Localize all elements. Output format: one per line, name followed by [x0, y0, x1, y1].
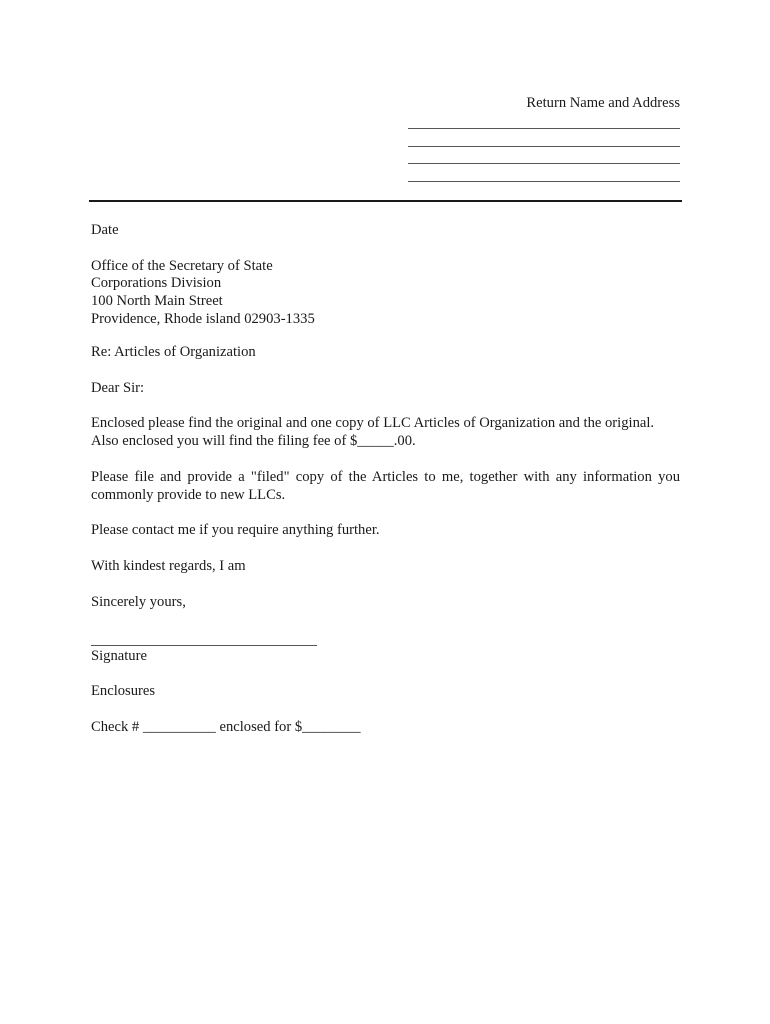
salutation: Dear Sir: [91, 380, 145, 396]
date-label: Date [91, 222, 119, 238]
subject-line: Re: Articles of Organization [91, 344, 256, 360]
closing-sincerely: Sincerely yours, [91, 594, 186, 610]
return-address-line-1 [408, 128, 680, 129]
recipient-line-1: Office of the Secretary of State [91, 258, 273, 274]
return-address-line-2 [408, 146, 680, 147]
paragraph-1-line-1: Enclosed please find the original and one copy of LLC Articles of Organization and the original. [91, 415, 655, 431]
return-address-line-4 [408, 181, 680, 182]
return-address-block [400, 94, 680, 112]
enclosures-label: Enclosures [91, 683, 156, 699]
signature-label: Signature [91, 648, 147, 664]
paragraph-1-line-2: Also enclosed you will find the filing fee of $_____.00. [91, 433, 416, 449]
closing-regards: With kindest regards, I am [91, 558, 246, 574]
return-address-line-3 [408, 163, 680, 164]
return-address-title: Return Name and Address [526, 95, 680, 111]
recipient-line-3: 100 North Main Street [91, 293, 223, 309]
signature-line [91, 645, 317, 646]
paragraph-3: Please contact me if you require anything further. [91, 522, 380, 538]
check-line: Check # __________ enclosed for $________ [91, 719, 361, 735]
recipient-line-2: Corporations Division [91, 275, 222, 291]
paragraph-2: Please file and provide a "filed" copy of the Articles to me, together with any information you commonly provide to new LLCs. [91, 469, 680, 503]
header-divider [89, 200, 682, 202]
recipient-line-4: Providence, Rhode island 02903-1335 [91, 311, 315, 327]
